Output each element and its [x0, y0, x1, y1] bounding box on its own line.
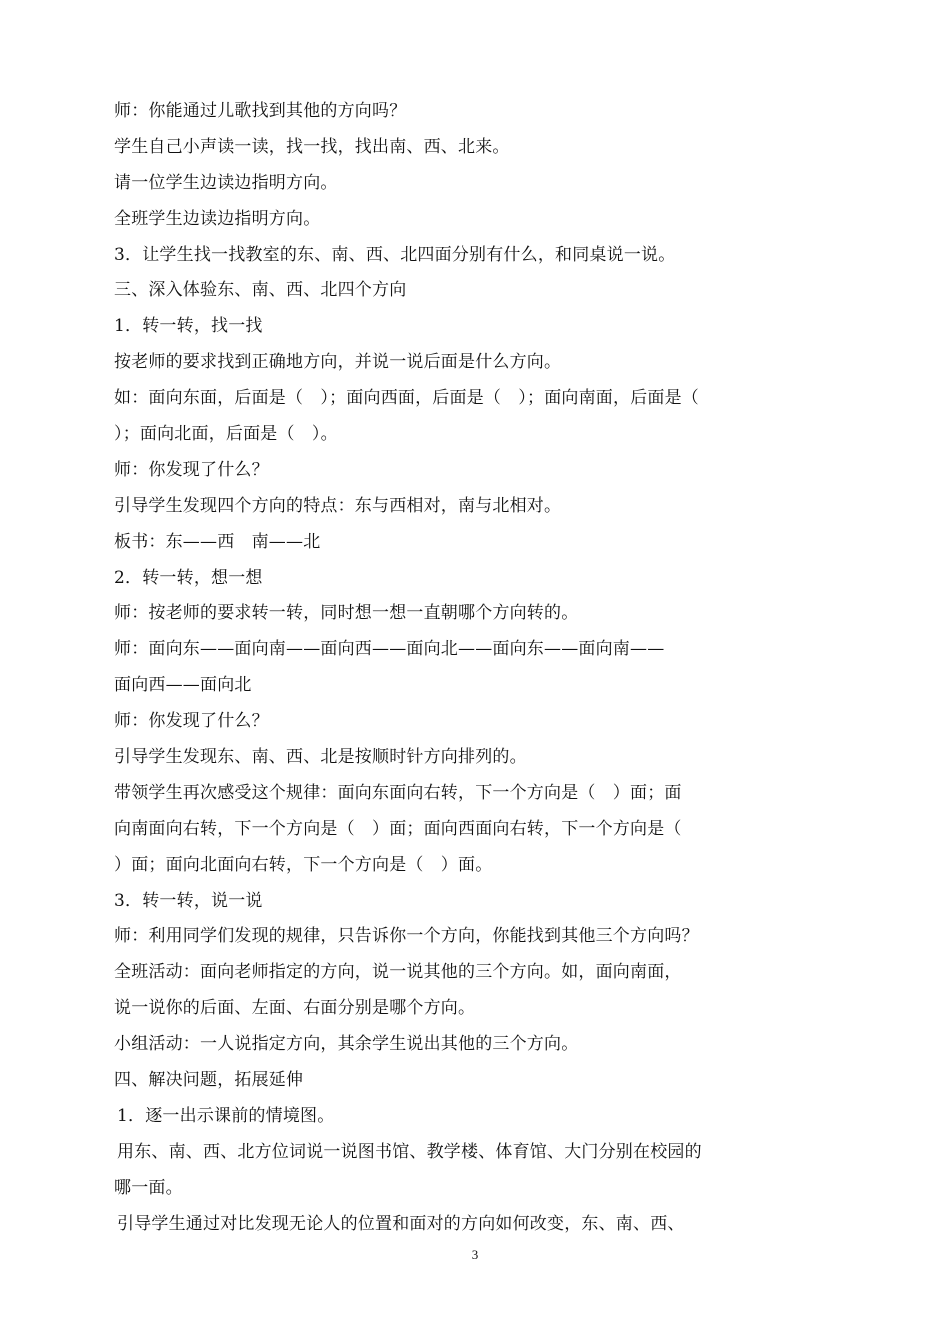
- text-line: 引导学生通过对比发现无论人的位置和面对的方向如何改变，东、南、西、: [117, 1213, 685, 1234]
- text-line: 小组活动：一人说指定方向，其余学生说出其他的三个方向。: [114, 1034, 579, 1055]
- text-line: 请一位学生边读边指明方向。: [114, 172, 338, 193]
- section-heading: 三、深入体验东、南、西、北四个方向: [114, 280, 407, 301]
- text-line: 如：面向东面，后面是（ ）；面向西面，后面是（ ）；面向南面，后面是（: [114, 388, 699, 409]
- text-line: 向南面向右转，下一个方向是（ ）面；面向西面向右转，下一个方向是（: [114, 818, 682, 839]
- section-heading: 四、解决问题，拓展延伸: [114, 1070, 304, 1091]
- subsection-heading: 1．逐一出示课前的情境图。: [117, 1105, 335, 1126]
- text-line: 哪一面。: [114, 1177, 183, 1198]
- text-line: 面向西——面向北: [114, 675, 252, 696]
- text-line: 板书：东——西 南——北: [114, 531, 321, 552]
- text-line: ）；面向北面，后面是（ ）。: [114, 424, 338, 445]
- text-line: 带领学生再次感受这个规律：面向东面向右转，下一个方向是（ ）面；面: [114, 782, 682, 803]
- subsection-heading: 1．转一转，找一找: [114, 316, 263, 337]
- text-line: 引导学生发现四个方向的特点：东与西相对，南与北相对。: [114, 495, 562, 516]
- text-line: 师：按老师的要求转一转，同时想一想一直朝哪个方向转的。: [114, 603, 579, 624]
- subsection-heading: 3．转一转，说一说: [114, 890, 263, 911]
- text-line: 全班活动：面向老师指定的方向，说一说其他的三个方向。如，面向南面，: [114, 962, 682, 983]
- text-line: 师：你发现了什么？: [114, 711, 269, 732]
- text-line: 学生自己小声读一读，找一找，找出南、西、北来。: [114, 136, 510, 157]
- page-number: 3: [471, 1247, 479, 1262]
- text-line: 用东、南、西、北方位词说一说图书馆、教学楼、体育馆、大门分别在校园的: [117, 1141, 702, 1162]
- text-line: 师：面向东——面向南——面向西——面向北——面向东——面向南——: [114, 639, 665, 660]
- text-line: 全班学生边读边指明方向。: [114, 208, 321, 229]
- text-line: 师：你能通过儿歌找到其他的方向吗？: [114, 101, 407, 121]
- text-line: 按老师的要求找到正确地方向，并说一说后面是什么方向。: [114, 352, 562, 373]
- text-line: 师：利用同学们发现的规律，只告诉你一个方向，你能找到其他三个方向吗？: [114, 926, 699, 947]
- subsection-heading: 2．转一转，想一想: [114, 567, 263, 588]
- text-line: 3．让学生找一找教室的东、南、西、北四面分别有什么，和同桌说一说。: [114, 244, 676, 265]
- text-line: ）面；面向北面向右转，下一个方向是（ ）面。: [114, 854, 493, 875]
- text-line: 说一说你的后面、左面、右面分别是哪个方向。: [114, 998, 476, 1019]
- text-line: 师：你发现了什么？: [114, 459, 269, 480]
- document-body: [114, 94, 744, 1243]
- text-line: 引导学生发现东、南、西、北是按顺时针方向排列的。: [114, 747, 527, 768]
